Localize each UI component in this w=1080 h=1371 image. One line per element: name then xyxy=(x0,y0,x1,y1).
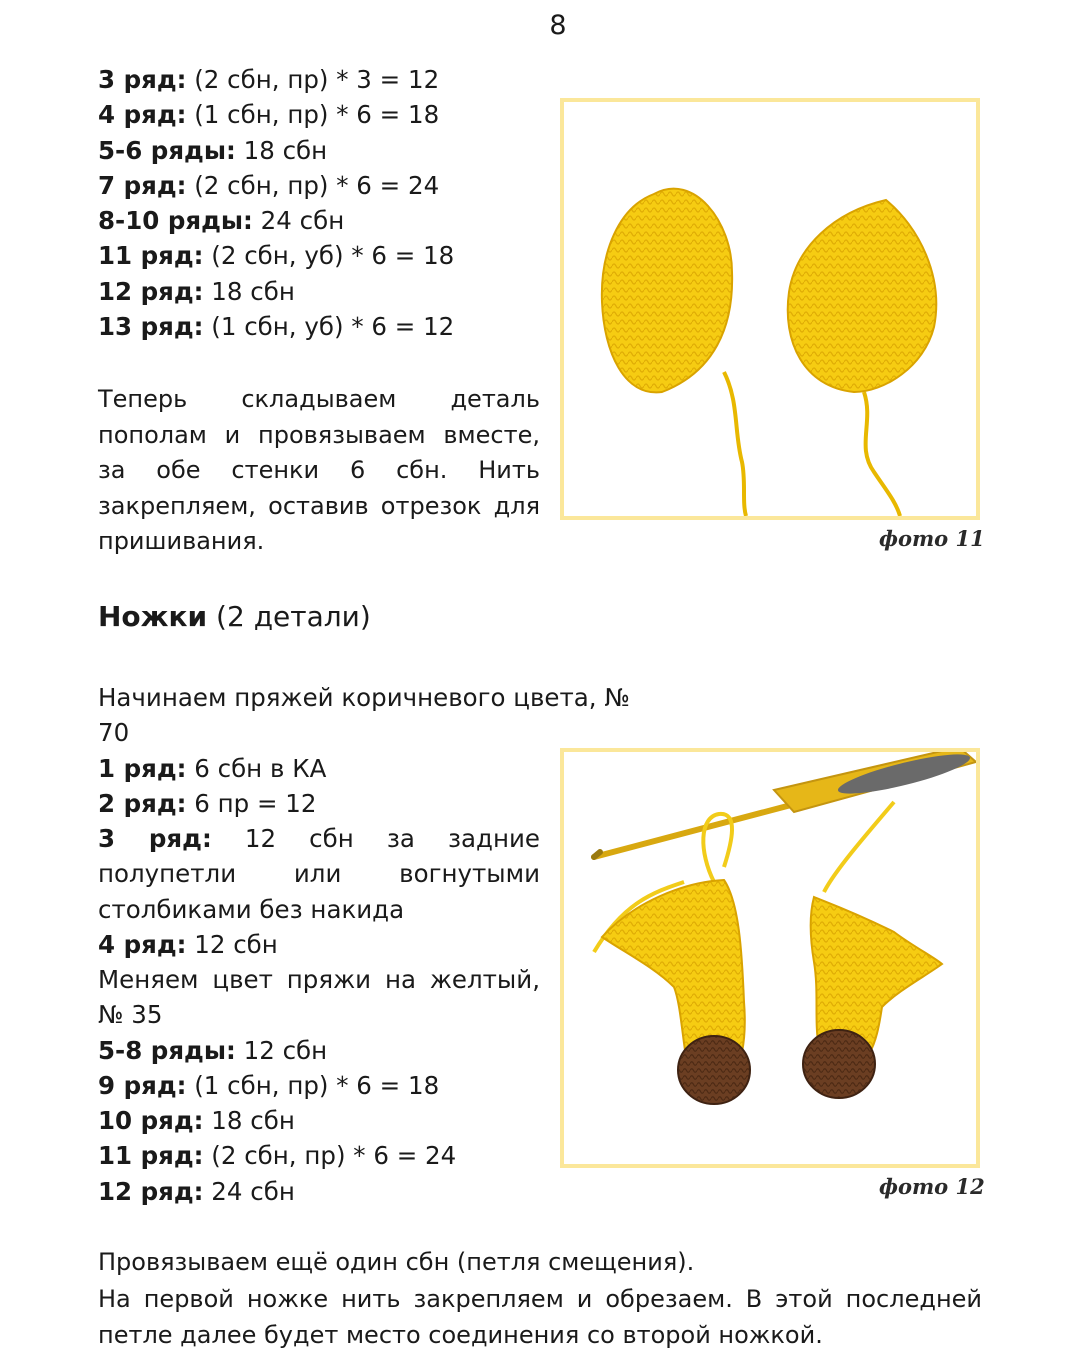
closing-line-1: Провязываем ещё один сбн (петля смещения). xyxy=(98,1248,695,1276)
row-line: 5-8 ряды: 12 сбн xyxy=(98,1035,328,1065)
section-heading-legs: Ножки (2 детали) xyxy=(98,600,371,633)
legs-rows-brown xyxy=(98,680,630,962)
row-line: 12 ряд: 18 сбн xyxy=(98,276,295,306)
yellow-wings-illustration xyxy=(564,102,976,516)
crochet-legs-illustration xyxy=(564,752,976,1164)
row-line: 4 ряд: 12 сбн xyxy=(98,930,278,960)
photo-12-legs xyxy=(560,748,980,1168)
row-line: 8-10 ряды: 24 сбн xyxy=(98,206,345,236)
row-line: 11 ряд: (2 сбн, уб) * 6 = 18 xyxy=(98,241,455,271)
page-number: 8 xyxy=(549,10,567,41)
fold-instructions: Теперь складываем деталь пополам и провязываем вместе, за обе стенки 6 сбн. Нить закрепляем, оставив отрезок для пришивания. xyxy=(98,385,540,555)
row-line: 12 ряд: 24 сбн xyxy=(98,1176,295,1206)
photo-12-caption: фото 12 xyxy=(879,1174,985,1199)
row-line: 3 ряд: (2 сбн, пр) * 3 = 12 xyxy=(98,65,440,94)
photo-11-wings xyxy=(560,98,980,520)
row-line: 2 ряд: 6 пр = 12 xyxy=(98,788,317,818)
row-line: 3 ряд: 12 сбн за задние полупетли или вогнутыми столбиками без накида xyxy=(98,824,540,924)
legs-rows-yellow xyxy=(98,962,540,1209)
row-line: 10 ряд: 18 сбн xyxy=(98,1106,295,1136)
photo-11-caption: фото 11 xyxy=(879,526,985,551)
closing-line-2: На первой ножке нить закрепляем и обрезаем. В этой последней петле далее будет место соединения со второй ножкой. xyxy=(98,1285,982,1349)
intro-line: Начинаем пряжей коричневого цвета, № 70 xyxy=(98,683,630,748)
row-line: 11 ряд: (2 сбн, пр) * 6 = 24 xyxy=(98,1141,457,1171)
row-line: 7 ряд: (2 сбн, пр) * 6 = 24 xyxy=(98,170,440,200)
row-line: 4 ряд: (1 сбн, пр) * 6 = 18 xyxy=(98,100,440,130)
row-line: 13 ряд: (1 сбн, уб) * 6 = 12 xyxy=(98,312,455,342)
row-line: 9 ряд: (1 сбн, пр) * 6 = 18 xyxy=(98,1070,440,1100)
row-line: 5-6 ряды: 18 сбн xyxy=(98,135,328,165)
color-change-line: Меняем цвет пряжи на желтый, № 35 xyxy=(98,965,540,1030)
row-line: 1 ряд: 6 сбн в КА xyxy=(98,753,327,783)
wing-rows xyxy=(98,62,454,344)
